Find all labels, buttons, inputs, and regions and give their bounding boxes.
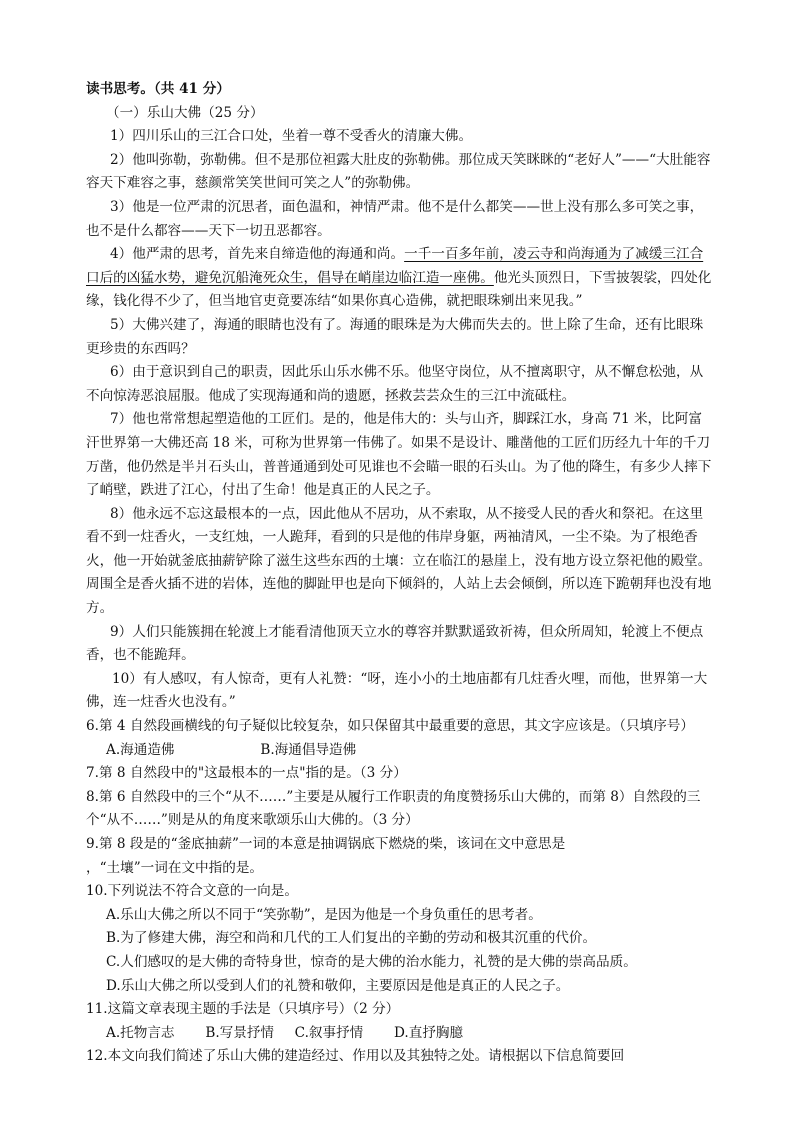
paragraph-8: 8）他永远不忘这最根本的一点，因此他从不居功，从不索取，从不接受人民的香火和祭祀。在这里看不到一炷香火，一支红烛，一人跪拜，看到的只是他的伟岸身躯，两袖清风，一尘不染。为了根绝香火，他一开始就釜底抽薪铲除了滋生这些东西的土壤：立在临江的悬崖上，没有地方设立祭祀他的殿堂。周围全是香火插不进的岩体，连他的脚趾甲也是向下倾斜的，人站上去会倾倒，所以连下跪朝拜也没有地方。 [86, 505, 712, 617]
question-11-option-a: A.托物言志 [106, 1024, 175, 1041]
question-11-options [86, 1022, 712, 1046]
exam-page [86, 78, 712, 1069]
paragraph-7: 7）他也常常想起塑造他的工匠们。是的，他是伟大的：头与山齐，脚踩江水，身高 71 米，比阿富汗世界第一大佛还高 18 米，可称为世界第一伟佛了。如果不是设计、雕凿他的工匠们历经九十年的千刀万凿，他仍然是半爿石头山，普普通通到处可见谁也不会瞄一眼的石头山。为了他的降生，有多少人摔下了峭壁，跌进了江心，付出了生命！他是真正的人民之子。 [86, 411, 712, 499]
paragraph-6: 6）由于意识到自己的职责，因此乐山乐水佛不乐。他坚守岗位，从不擅离职守，从不懈怠松弛，从不向惊涛恶浪屈服。他成了实现海通和尚的遗愿，拯救芸芸众生的三江中流砥柱。 [86, 364, 704, 404]
question-10-option-b: B.为了修建大佛，海空和尚和几代的工人们复出的辛勤的劳动和极其沉重的代价。 [106, 930, 597, 947]
section-heading: 读书思考。（共 41 分） [86, 81, 230, 97]
paragraph-2: 2）他叫弥勒，弥勒佛。但不是那位袒露大肚皮的弥勒佛。那位成天笑眯眯的“老好人”——“大肚能容容天下难容之事，慈颜常笑笑世间可笑之人”的弥勒佛。 [86, 151, 711, 192]
question-11-option-b: B.写景抒情 [205, 1024, 275, 1041]
question-10-option-d: D.乐山大佛之所以受到人们的礼赞和敬仰，主要原因是他是真正的人民之子。 [106, 977, 570, 994]
question-9-line-2: ，“土壤”一词在文中指的是。 [86, 859, 264, 876]
question-11-option-c: C.叙事抒情 [294, 1024, 364, 1041]
question-11: 11.这篇文章表现主题的手法是（只填序号）（2 分） [86, 1001, 400, 1018]
paragraph-4-text-b: 他光头顶烈日，下雪披袈裟，四处化缘，钱化得不少了，但当地官吏竟要冻结“如果你真心造佛，就把眼珠剜出来见我。” [86, 269, 712, 310]
paragraph-10: 10）有人感叹，有人惊奇，更有人礼赞：“呀，连小小的土地庙都有几炷香火哩，而他，世界第一大佛，连一炷香火也没有。” [86, 670, 708, 711]
question-7: 7.第 8 自然段中的"这最根本的一点"指的是。（3 分） [86, 765, 407, 782]
question-9-line-1: 9.第 8 段是的“釜底抽薪”一词的本意是抽调锅底下燃烧的柴，该词在文中意思是 [86, 836, 566, 852]
question-6-option-b: B.海通倡导造佛 [260, 741, 357, 758]
question-6: 6.第 4 自然段画横线的句子疑似比较复杂，如只保留其中最重要的意思，其文字应该是。（只填序号） [86, 718, 694, 735]
paragraph-1: 1）四川乐山的三江合口处，坐着一尊不受香火的清廉大佛。 [110, 128, 473, 145]
question-10-option-c: C.人们感叹的是大佛的奇特身世，惊奇的是大佛的治水能力，礼赞的是大佛的崇高品质。 [106, 953, 637, 970]
paragraph-4-text-a: 4）他严肃的思考，首先来自缔造他的海通和尚。 [110, 246, 405, 263]
paragraph-9: 9）人们只能簇拥在轮渡上才能看清他顶天立水的尊容并默默遥致祈祷，但众所周知，轮渡上不便点香，也不能跪拜。 [86, 623, 704, 664]
question-11-option-d: D.直抒胸臆 [393, 1024, 464, 1041]
question-12: 12.本文向我们简述了乐山大佛的建造经过、作用以及其独特之处。请根据以下信息简要回 [86, 1048, 625, 1065]
question-6-options [86, 739, 712, 763]
question-6-option-a: A.海通造佛 [106, 741, 175, 758]
paragraph-5: 5）大佛兴建了，海通的眼睛也没有了。海通的眼珠是为大佛而失去的。世上除了生命，还有比眼珠更珍贵的东西吗？ [86, 316, 704, 357]
question-10: 10.下列说法不符合文意的一向是。 [86, 883, 298, 900]
paragraph-3: 3）他是一位严肃的沉思者，面色温和，神情严肃。他不是什么都笑——世上没有那么多可笑之事，也不是什么都容——天下一切丑恶都容。 [86, 198, 704, 239]
question-10-option-a: A.乐山大佛之所以不同于“笑弥勒”，是因为他是一个身负重任的思考者。 [106, 906, 542, 923]
question-8: 8.第 6 自然段中的三个“从不……”主要是从履行工作职责的角度赞扬乐山大佛的，而第 8）自然段的三个“从不……”则是从的角度来歌颂乐山大佛的。（3 分） [86, 788, 701, 829]
paragraph-4-underlined-sentence: 一千一百多年前，凌云寺和尚海通为了减缓三江合口后的凶猛水势，避免沉船淹死众生，倡导在峭崖边临江造一座佛。 [86, 246, 704, 286]
paragraph-4 [86, 243, 712, 314]
passage-title: （一）乐山大佛（25 分） [106, 104, 264, 121]
